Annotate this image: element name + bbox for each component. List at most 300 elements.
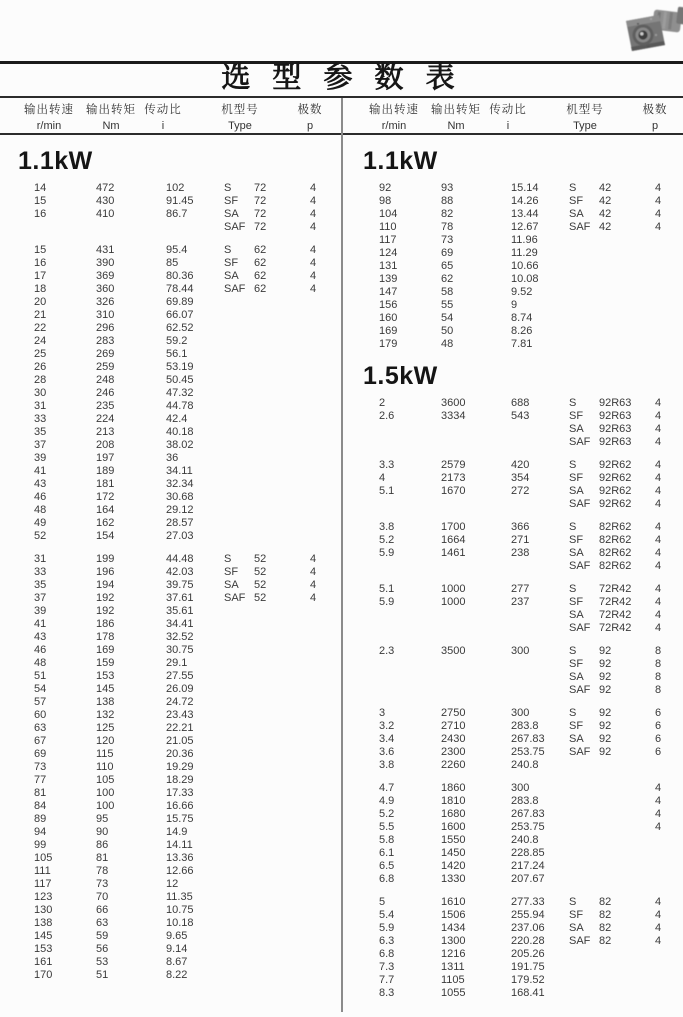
cell-torque: 73 [441, 234, 454, 246]
cell-type-model: 72R42 [599, 609, 632, 621]
cell-torque: 192 [96, 605, 115, 617]
cell-torque: 172 [96, 491, 115, 503]
cell-poles [310, 387, 330, 400]
cell-ratio: 10.08 [511, 273, 539, 285]
table-row [345, 896, 683, 909]
cell-speed: 6.1 [379, 847, 395, 859]
cell-speed: 46 [34, 644, 47, 656]
cell-ratio: 238 [511, 547, 530, 559]
table-row [345, 974, 683, 987]
cell-torque: 1055 [441, 987, 466, 999]
cell-speed: 3.4 [379, 733, 395, 745]
cell-speed: 160 [379, 312, 398, 324]
table-row [0, 309, 341, 322]
cell-type-prefix [569, 948, 599, 961]
cell-ratio: 34.11 [166, 465, 193, 477]
cell-torque: 1420 [441, 860, 466, 872]
cell-torque: 78 [441, 221, 454, 233]
cell-type-prefix: S [224, 182, 232, 194]
cell-type-model [599, 821, 655, 834]
cell-poles: 8 [655, 684, 662, 696]
cell-speed: 110 [379, 221, 397, 233]
cell-torque: 138 [96, 696, 115, 708]
table-row [345, 684, 683, 697]
cell-poles: 6 [655, 746, 662, 758]
cell-torque: 164 [96, 504, 115, 516]
cell-type-model [599, 834, 655, 847]
cell-ratio: 10.75 [166, 904, 194, 916]
cell-poles [310, 670, 330, 683]
cell-type-model: 92 [599, 684, 612, 696]
cell-type-prefix [569, 247, 599, 260]
cell-torque: 310 [96, 309, 115, 321]
cell-speed: 69 [34, 748, 47, 760]
cell-type-prefix [224, 361, 254, 374]
cell-ratio: 86.7 [166, 208, 188, 220]
cell-poles [655, 247, 675, 260]
table-row [345, 720, 683, 733]
table-row [345, 782, 683, 795]
cell-type-model: 82 [599, 909, 612, 921]
cell-torque: 162 [96, 517, 115, 529]
cell-type-model [599, 260, 655, 273]
column-header-label: 输出转速 [369, 104, 419, 116]
cell-ratio: 18.29 [166, 774, 194, 786]
cell-type-prefix: S [569, 521, 577, 533]
table-row [345, 247, 683, 260]
cell-ratio: 10.18 [166, 917, 194, 929]
cell-speed: 51 [34, 670, 47, 682]
cell-torque: 1461 [441, 547, 466, 559]
cell-type-model: 42 [599, 208, 612, 220]
cell-type-prefix [224, 930, 254, 943]
cell-type-model [254, 852, 310, 865]
cell-poles [655, 834, 675, 847]
cell-poles [310, 644, 330, 657]
table-row [345, 459, 683, 472]
cell-type-prefix: SF [569, 720, 584, 732]
cell-speed: 4 [379, 472, 386, 484]
cell-poles: 4 [310, 566, 317, 578]
cell-type-model [254, 439, 310, 452]
cell-torque: 248 [96, 374, 115, 386]
cell-speed: 3.8 [379, 521, 395, 533]
cell-poles [310, 709, 330, 722]
column-header-unit: r/min [381, 120, 407, 132]
cell-type-prefix: SF [224, 257, 239, 269]
cell-ratio: 300 [511, 782, 530, 794]
cell-poles [655, 338, 675, 351]
cell-ratio: 24.72 [166, 696, 194, 708]
cell-type-model [254, 413, 310, 426]
cell-type-model [599, 273, 655, 286]
cell-type-prefix [224, 709, 254, 722]
cell-ratio: 354 [511, 472, 530, 484]
cell-speed: 6.8 [379, 873, 395, 885]
cell-type-prefix [569, 260, 599, 273]
cell-type-prefix: S [569, 707, 577, 719]
cell-torque: 82 [441, 208, 454, 220]
cell-ratio: 8.74 [511, 312, 533, 324]
cell-ratio: 277.33 [511, 896, 545, 908]
cell-ratio: 237.06 [511, 922, 545, 934]
table-row [345, 645, 683, 658]
cell-ratio: 15.14 [511, 182, 539, 194]
cell-type-prefix [569, 273, 599, 286]
cell-torque: 62 [441, 273, 454, 285]
table-row [0, 553, 341, 566]
cell-ratio: 28.57 [166, 517, 194, 529]
cell-ratio: 14.26 [511, 195, 539, 207]
cell-type-prefix [224, 322, 254, 335]
cell-type-model [254, 943, 310, 956]
cell-poles: 4 [655, 909, 662, 921]
cell-torque: 78 [96, 865, 109, 877]
cell-torque: 115 [96, 748, 114, 760]
table-row [0, 605, 341, 618]
model-group [0, 244, 341, 543]
column-header-type [566, 101, 604, 132]
cell-torque [441, 609, 511, 622]
cell-poles [310, 439, 330, 452]
cell-poles: 4 [655, 560, 662, 572]
table-row [345, 808, 683, 821]
cell-type-model [599, 338, 655, 351]
cell-speed: 35 [34, 579, 47, 591]
column-header-torque [86, 101, 136, 132]
column-headers-left [0, 101, 341, 133]
cell-speed: 4.9 [379, 795, 395, 807]
cell-type-prefix: SF [569, 596, 584, 608]
cell-speed: 57 [34, 696, 47, 708]
cell-type-prefix [224, 735, 254, 748]
cell-poles: 4 [655, 397, 662, 409]
cell-poles: 4 [655, 195, 662, 207]
cell-ratio: 300 [511, 645, 530, 657]
table-right-half [345, 140, 683, 1010]
cell-poles: 4 [310, 270, 317, 282]
model-group [345, 782, 683, 886]
cell-poles [655, 273, 675, 286]
cell-poles [655, 948, 675, 961]
table-row [0, 787, 341, 800]
cell-type-model [599, 312, 655, 325]
cell-ratio [511, 498, 569, 511]
table-row [0, 348, 341, 361]
cell-type-model [254, 491, 310, 504]
cell-ratio: 69.89 [166, 296, 194, 308]
cell-ratio [511, 622, 569, 635]
cell-speed: 179 [379, 338, 398, 350]
cell-type-model [254, 387, 310, 400]
cell-torque [441, 658, 511, 671]
cell-torque: 88 [441, 195, 454, 207]
table-row [0, 517, 341, 530]
cell-torque: 431 [96, 244, 115, 256]
table-row [0, 969, 341, 982]
cell-type-model [254, 800, 310, 813]
model-group [0, 182, 341, 234]
cell-ratio: 78.44 [166, 283, 194, 295]
cell-speed: 39 [34, 605, 47, 617]
cell-type-model: 42 [599, 195, 612, 207]
cell-torque [441, 560, 511, 573]
cell-speed [379, 423, 441, 436]
cell-speed: 105 [34, 852, 53, 864]
cell-ratio: 34.41 [166, 618, 194, 630]
cell-type-prefix [224, 452, 254, 465]
cell-type-model: 52 [254, 592, 267, 604]
cell-torque: 69 [441, 247, 454, 259]
cell-poles [310, 335, 330, 348]
cell-ratio: 16.66 [166, 800, 194, 812]
cell-poles [310, 322, 330, 335]
cell-poles: 8 [655, 645, 662, 657]
table-row [345, 795, 683, 808]
cell-speed: 170 [34, 969, 53, 981]
cell-type-prefix: SF [569, 410, 584, 422]
table-row [345, 221, 683, 234]
table-row [0, 478, 341, 491]
cell-speed: 3.2 [379, 720, 395, 732]
cell-speed: 60 [34, 709, 47, 721]
cell-speed: 81 [34, 787, 47, 799]
cell-speed: 2.6 [379, 410, 395, 422]
cell-torque: 269 [96, 348, 115, 360]
cell-ratio: 56.1 [166, 348, 188, 360]
cell-ratio: 17.33 [166, 787, 194, 799]
cell-poles: 4 [655, 208, 662, 220]
cell-speed: 77 [34, 774, 47, 786]
cell-speed: 89 [34, 813, 47, 825]
cell-poles [310, 413, 330, 426]
cell-speed: 84 [34, 800, 47, 812]
cell-type-model: 92R63 [599, 397, 632, 409]
cell-poles [310, 296, 330, 309]
cell-ratio: 20.36 [166, 748, 194, 760]
cell-ratio: 21.05 [166, 735, 194, 747]
cell-poles [310, 891, 330, 904]
cell-torque: 110 [96, 761, 114, 773]
cell-type-model: 92 [599, 671, 612, 683]
cell-torque: 65 [441, 260, 454, 272]
cell-torque: 199 [96, 553, 115, 565]
cell-speed: 4.7 [379, 782, 395, 794]
cell-type-prefix: SAF [569, 498, 591, 510]
cell-torque: 125 [96, 722, 115, 734]
cell-type-prefix: S [569, 583, 577, 595]
table-row [345, 860, 683, 873]
cell-poles [310, 361, 330, 374]
column-header-unit: Nm [447, 120, 465, 132]
cell-torque: 1506 [441, 909, 466, 921]
table-row [345, 759, 683, 772]
cell-torque: 196 [96, 566, 115, 578]
cell-type-model [254, 956, 310, 969]
cell-type-prefix: SAF [224, 592, 246, 604]
cell-ratio: 42.4 [166, 413, 188, 425]
cell-type-prefix: SA [224, 270, 239, 282]
cell-torque: 1670 [441, 485, 466, 497]
cell-type-model [254, 618, 310, 631]
cell-poles: 4 [310, 592, 317, 604]
cell-ratio: 47.32 [166, 387, 194, 399]
cell-speed: 131 [379, 260, 398, 272]
cell-type-model [254, 530, 310, 543]
cell-torque: 369 [96, 270, 115, 282]
table-row [0, 878, 341, 891]
cell-ratio: 19.29 [166, 761, 194, 773]
cell-type-model [254, 904, 310, 917]
cell-type-model [254, 296, 310, 309]
cell-speed: 5.2 [379, 534, 395, 546]
cell-ratio: 271 [511, 534, 530, 546]
cell-torque: 1450 [441, 847, 466, 859]
cell-poles: 4 [655, 609, 662, 621]
cell-type-model [254, 813, 310, 826]
cell-speed: 117 [34, 878, 52, 890]
cell-ratio: 8.67 [166, 956, 188, 968]
cell-type-prefix: S [224, 553, 232, 565]
gear-motor-photo-icon [617, 4, 683, 60]
cell-ratio: 13.36 [166, 852, 194, 864]
cell-torque: 472 [96, 182, 115, 194]
cell-torque: 189 [96, 465, 115, 477]
table-row [0, 917, 341, 930]
cell-poles [310, 813, 330, 826]
cell-speed: 14 [34, 182, 47, 194]
cell-speed [379, 560, 441, 573]
cell-type-model [254, 309, 310, 322]
cell-type-model [254, 335, 310, 348]
cell-poles: 8 [655, 658, 662, 670]
cell-poles [310, 878, 330, 891]
cell-type-model [254, 917, 310, 930]
cell-type-prefix: SF [224, 195, 239, 207]
cell-type-prefix [224, 969, 254, 982]
table-row [0, 904, 341, 917]
cell-type-model [254, 891, 310, 904]
cell-type-prefix [569, 873, 599, 886]
cell-ratio: 237 [511, 596, 530, 608]
cell-speed [379, 684, 441, 697]
column-header-label: 传动比 [144, 104, 182, 116]
table-row [345, 733, 683, 746]
power-section [345, 361, 683, 1000]
cell-ratio [511, 609, 569, 622]
cell-poles [655, 974, 675, 987]
cell-poles [655, 325, 675, 338]
cell-type-prefix: S [569, 459, 577, 471]
cell-type-prefix [224, 374, 254, 387]
cell-torque: 1610 [441, 896, 466, 908]
cell-speed: 5.8 [379, 834, 395, 846]
table-row [0, 813, 341, 826]
cell-ratio: 66.07 [166, 309, 194, 321]
cell-speed: 139 [379, 273, 398, 285]
cell-torque: 1000 [441, 583, 466, 595]
cell-type-prefix: SA [569, 547, 584, 559]
cell-poles: 4 [655, 459, 662, 471]
cell-speed: 48 [34, 504, 47, 516]
cell-poles: 4 [310, 553, 317, 565]
cell-torque: 70 [96, 891, 109, 903]
cell-type-prefix: SF [569, 658, 584, 670]
cell-speed: 52 [34, 530, 47, 542]
cell-type-model [254, 787, 310, 800]
cell-poles [310, 696, 330, 709]
cell-type-model [599, 961, 655, 974]
table-row [345, 948, 683, 961]
cell-torque: 2300 [441, 746, 466, 758]
cell-ratio: 13.44 [511, 208, 539, 220]
cell-speed: 48 [34, 657, 47, 669]
table-row [345, 583, 683, 596]
table-row [345, 325, 683, 338]
cell-poles [310, 930, 330, 943]
column-header-type [221, 101, 259, 132]
cell-type-prefix: SA [569, 609, 584, 621]
cell-type-prefix [569, 312, 599, 325]
cell-ratio: 543 [511, 410, 530, 422]
cell-poles [655, 312, 675, 325]
cell-torque: 410 [96, 208, 115, 220]
cell-torque: 1105 [441, 974, 465, 986]
table-row [345, 834, 683, 847]
cell-ratio: 27.03 [166, 530, 194, 542]
cell-type-prefix [224, 465, 254, 478]
cell-poles [310, 722, 330, 735]
cell-poles [310, 748, 330, 761]
cell-ratio: 9.65 [166, 930, 188, 942]
cell-speed: 3.8 [379, 759, 395, 771]
cell-poles [655, 286, 675, 299]
cell-type-prefix [224, 904, 254, 917]
cell-type-prefix: SAF [569, 935, 591, 947]
cell-type-model [599, 948, 655, 961]
table-row [345, 410, 683, 423]
cell-poles [655, 234, 675, 247]
cell-speed: 15 [34, 244, 47, 256]
cell-ratio: 253.75 [511, 821, 545, 833]
cell-poles [310, 865, 330, 878]
cell-ratio: 283.8 [511, 720, 539, 732]
cell-torque: 3600 [441, 397, 466, 409]
cell-type-prefix [224, 335, 254, 348]
cell-ratio: 26.09 [166, 683, 194, 695]
cell-type-prefix [224, 439, 254, 452]
table-row [0, 221, 341, 234]
cell-speed [379, 671, 441, 684]
cell-type-model: 92R62 [599, 498, 632, 510]
power-rating-heading: 1.5kW [363, 362, 438, 390]
column-header-unit: p [651, 120, 659, 132]
cell-ratio: 253.75 [511, 746, 545, 758]
table-row [0, 283, 341, 296]
column-header-label: 机型号 [566, 104, 604, 116]
column-header-unit: Type [228, 120, 252, 132]
table-row [0, 709, 341, 722]
cell-poles: 4 [655, 182, 662, 194]
cell-ratio [511, 684, 569, 697]
cell-type-model: 62 [254, 270, 267, 282]
cell-type-prefix: S [224, 244, 232, 256]
column-header-unit: i [506, 120, 510, 132]
cell-speed: 124 [379, 247, 398, 259]
cell-type-model [254, 657, 310, 670]
cell-ratio: 14.11 [166, 839, 193, 851]
cell-torque: 2579 [441, 459, 466, 471]
